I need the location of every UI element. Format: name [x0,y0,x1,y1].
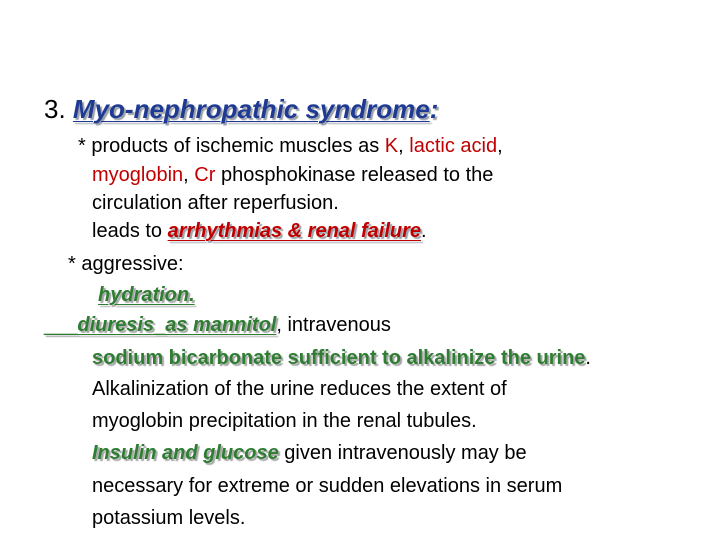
title-colon: : [429,94,439,124]
sodium-bicarbonate-term: sodium bicarbonate sufficient to alkalinize the urine [92,347,586,369]
potassium-term: K [384,135,399,157]
diuresis-line [44,313,391,337]
cr-term: Cr [194,164,216,186]
bullet-products-line3: circulation after reperfusion. [92,192,339,214]
insulin-rest: given intravenously may be [278,442,527,464]
intravenous-text: , intravenous [276,314,391,336]
myoglobin-term: myoglobin [92,164,184,186]
bullet-products-line1 [78,134,503,158]
insulin-glucose-term: Insulin and glucose [92,442,279,464]
arrhythmias-renal-failure-term: arrhythmias & renal failure [167,220,422,242]
potassium-levels-line: potassium levels. [92,507,246,529]
slide-title [44,94,438,124]
bullet-aggressive-label: * aggressive: [68,253,184,275]
products-rest: phosphokinase released to the [215,164,494,186]
sodium-bicarbonate-line [92,346,591,370]
comma: , [398,135,410,157]
title-text: Myo-nephropathic syndrome [72,94,430,124]
underscore-gap: _ [154,314,166,336]
alkalinization-line1: Alkalinization of the urine reduces the extent of [92,378,507,400]
diuresis-term: diuresis [77,314,155,336]
period: . [585,347,591,369]
as-term: as [165,314,188,336]
period: . [421,220,427,242]
comma: , [497,135,503,157]
title-number: 3. [44,94,73,124]
products-prefix: * products of ischemic muscles as [78,135,385,157]
bullet-products-line2 [92,163,493,187]
lactic-acid-term: lactic acid [409,135,498,157]
leads-prefix: leads to [92,220,168,242]
insulin-line [92,441,527,465]
necessary-line: necessary for extreme or sudden elevations in serum [92,475,563,497]
hydration-term: hydration. [98,284,195,306]
underscore-lead: ___ [44,314,78,336]
alkalinization-line2: myoglobin precipitation in the renal tubules. [92,410,477,432]
comma: , [183,164,195,186]
mannitol-term: mannitol [193,314,277,336]
hydration-line [98,283,195,307]
leads-to-line [92,219,427,243]
